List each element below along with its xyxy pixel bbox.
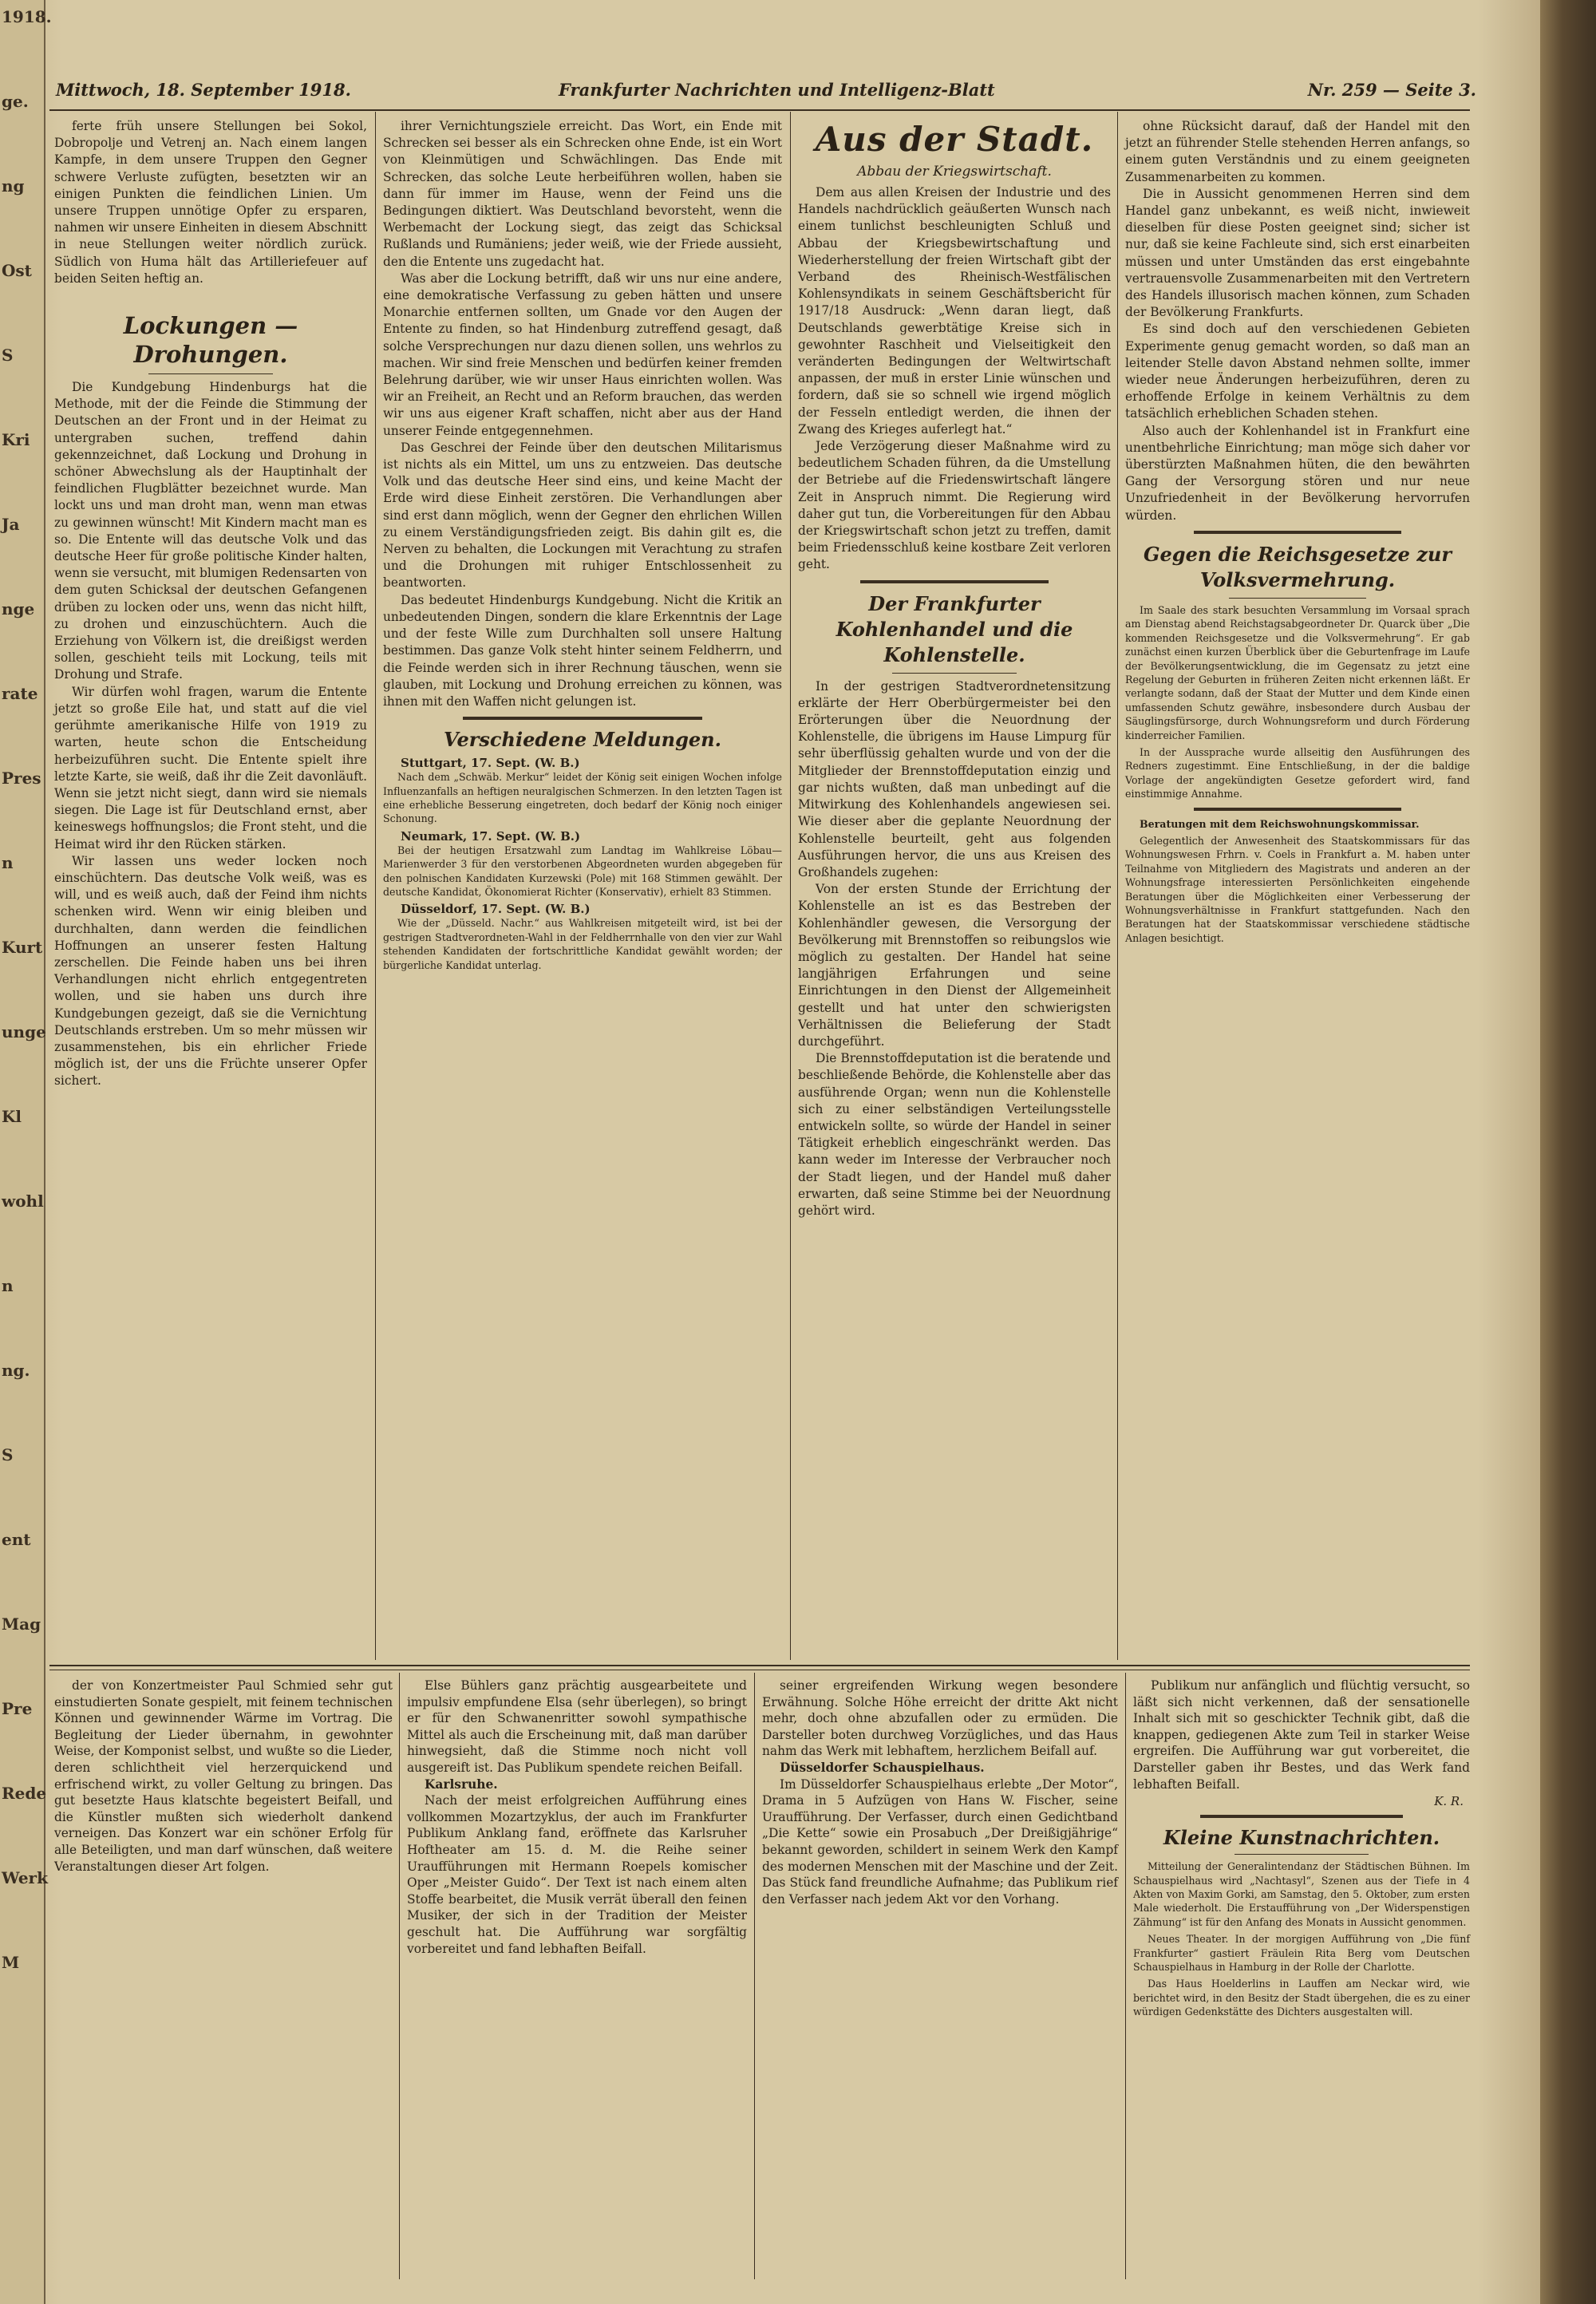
fragment-word: 1918.	[2, 7, 52, 26]
header-masthead: Frankfurter Nachrichten und Intelligenz-Blatt	[559, 80, 995, 100]
author-signature: K. R.	[1434, 1794, 1464, 1809]
column-rule	[1117, 112, 1118, 1660]
column-rule	[399, 1673, 400, 2279]
article-paragraph: Wir lassen uns weder locken noch einschüchtern. Das deutsche Volk weiß, was es will, und es weiß auch, daß der Feind ihm nichts schenken wird. Wenn wir einig bleiben und durchhalten, dann werden die feindlichen Hoffnungen an unserer festen Haltung zerschellen. Die Feinde haben uns bei ihren Verhandlungen nicht ehrlich entgegentreten wollen, und sie haben uns durch ihre Kundgebungen gezeigt, daß sie die Vernichtung Deutschlands erstreben. Um so mehr müssen wir zusammenstehen, bis ein ehrlicher Friede möglich ist, der uns die Früchte unserer Opfer sichert.	[54, 853, 367, 1089]
dateline: Stuttgart, 17. Sept. (W. B.)	[401, 756, 580, 771]
feuilleton-paragraph: Else Bühlers ganz prächtig ausgearbeitete und impulsiv empfundene Elsa (sehr überlegen), so bringt er für den Schwanenritter sowohl sympathische Mittel als auch die Erscheinung mit, daß man darüber hinwegsieht, daß die Stimme noch nicht voll ausgereift ist. Das Publikum spendete reichen Beifall.	[407, 1678, 747, 1775]
article-paragraph: Die in Aussicht genommenen Herren sind dem Handel ganz unbekannt, es weiß nicht, inwieweit dieselben für diese Posten geeignet sind; sicher ist nur, daß sie keine Fachleute sind, sich erst einarbeiten müssen und unter Umständen das erst eingebahnte vertrauensvolle Zusammenarbeiten mit den Vertretern des Handels illusorisch machen können, zum Schaden der Bevölkerung Frankfurts.	[1125, 186, 1470, 320]
article-paragraph: Das Geschrei der Feinde über den deutschen Militarismus ist nichts als ein Mittel, um uns zu entzweien. Das deutsche Volk und das deutsche Heer sind eins, und keine Macht der Erde wird diese Einheit zerstören. Die Verhandlungen aber sind erst dann möglich, wenn der Gegner den ehrlichen Willen zu einem Verständigungsfrieden zeigt. Bis dahin gilt es, die Nerven zu behalten, die Lockungen mit Verachtung zu strafen und die Drohungen mit ruhiger Entschlossenheit zu beantworten.	[383, 440, 782, 591]
fragment-word: Kurt	[2, 938, 43, 957]
article-paragraph: Das bedeutet Hindenburgs Kundgebung. Nicht die Kritik an unbedeutenden Dingen, sondern die klare Erkenntnis der Lage und der feste Wille zum Durchhalten soll unsere Haltung bestimmen. Das ganze Volk steht hinter seinem Feldherrn, und die Feinde werden sich in ihrer Rechnung täuschen, wenn sie glauben, mit Lockung und Drohung erreichen zu können, was ihnen mit den Waffen nicht gelungen ist.	[383, 592, 782, 709]
fragment-word: unge	[2, 1022, 46, 1041]
fragment-word: Kri	[2, 430, 30, 449]
feuilleton-paragraph: Im Düsseldorfer Schauspielhaus erlebte „Der Motor“, Drama in 5 Aufzügen von Hans W. Fischer, seine Uraufführung. Der Verfasser, durch einen Gedichtband „Die Kette“ sowie ein Prosabuch „Der Dreißigjährige“ bekannt geworden, schildert in seinem Werk den Kampf des modernen Menschen mit der Maschine und der Zeit. Das Stück fand freundliche Aufnahme; das Publikum rief den Verfasser nach jedem Akt vor den Vorhang.	[762, 1776, 1118, 1907]
fragment-word: rate	[2, 684, 38, 703]
article-paragraph: ihrer Vernichtungsziele erreicht. Das Wort, ein Ende mit Schrecken sei besser als ein Schrecken ohne Ende, ist ein Wort von Kleinmütigen und Schwächlingen. Das Ende mit Schrecken, das solche Leute herbeiführen wollen, haben sie dann für immer im Hause, wenn der Feind uns die Bedingungen diktiert. Was Deutschland bevorsteht, wenn die Werbemacht der Lockung siegt, das zeigt das Schicksal Rußlands und Rumäniens; jeder weiß, wie der Friede aussieht, den die Entente uns zugedacht hat.	[383, 119, 782, 269]
fragment-word: ng	[2, 176, 25, 196]
article-paragraph: Also auch der Kohlenhandel ist in Frankfurt eine unentbehrliche Einrichtung; man möge sich daher vor überstürzten Maßnahmen hüten, die den bewährten Gang der Versorgung stören und nur neue Unzufriedenheit in der Bevölkerung hervorrufen würden.	[1125, 423, 1470, 523]
article-paragraph: Im Saale des stark besuchten Versammlung im Vorsaal sprach am Dienstag abend Reichstagsabgeordneter Dr. Quarck über „Die kommenden Reichsgesetze und die Volksvermehrung“. Er gab zunächst einen kurzen Überblick über die Geburtenfrage im Laufe der Bevölkerungsentwicklung, die im Gegensatz zu jetzt eine Regelung der Geburten in früheren Zeiten nicht erkennen läßt. Er verlangte sodann, daß der Staat der Mutter und dem Kinde einen umfassenden Schutz gewähre, insbesondere durch Ausbau der Säuglingsfürsorge, durch Wohnungsreform und durch Förderung kinderreicher Familien.	[1125, 603, 1470, 741]
article-title-lockungen: Lockungen — Drohungen.	[123, 312, 298, 369]
section-divider	[860, 580, 1048, 583]
fragment-word: Mag	[2, 1614, 41, 1634]
fragment-word: Werk	[2, 1868, 48, 1887]
section-title-meldungen: Verschiedene Meldungen.	[444, 728, 721, 752]
fragment-word: Rede	[2, 1784, 47, 1803]
article-title-wohnungskommissar: Beratungen mit dem Reichswohnungskommissar.	[1140, 817, 1420, 830]
article-subtitle: Abbau der Kriegswirtschaft.	[857, 164, 1052, 180]
feuilleton-paragraph: seiner ergreifenden Wirkung wegen besondere Erwähnung. Solche Höhe erreicht der dritte Akt nicht mehr, doch ohne abzufallen oder zu ermüden. Die Darsteller boten durchweg Vorzügliches, und das Haus nahm das Werk mit lebhaftem, herzlichem Beifall auf.	[762, 1678, 1118, 1759]
fragment-word: Ost	[2, 261, 32, 280]
title-divider	[1235, 1854, 1369, 1855]
fragment-word: ent	[2, 1530, 31, 1549]
article-paragraph: In der gestrigen Stadtverordnetensitzung erklärte der Herr Oberbürgermeister bei den Erörterungen über die Neuordnung der Kohlenstelle, die übrigens im Hause Limpurg für sehr überflüssig gehalten wurde und von der die Mitglieder der Brennstoffdeputation einzig und gar nichts wußten, daß man unbedingt auf die Mitwirkung des Kohlenhandels angewiesen sei. Wie dieser aber die geplante Neuordnung der Kohlenstelle beurteilt, geht aus folgenden Ausführungen hervor, die uns aus Kreisen des Großhandels zugehen:	[798, 678, 1111, 879]
feuilleton-subhead: Düsseldorfer Schauspielhaus.	[780, 1760, 985, 1775]
lower-column-1	[54, 1678, 393, 2276]
article-paragraph: Wir dürfen wohl fragen, warum die Entente jetzt so große Eile hat, und statt auf die viel gerühmte amerikanische Hilfe von 1919 zu warten, heute schon die Entscheidung herbeizuführen sucht. Die Entente spielt ihre letzte Karte, sie weiß, daß ihr die Zeit davonläuft. Wenn sie jetzt nicht siegt, dann wird sie niemals siegen. Die Lage ist für Deutschland ernst, aber keineswegs hoffnungslos; die Front steht, und die Heimat wird ihr den Rücken stärken.	[54, 684, 367, 852]
fragment-word: nge	[2, 599, 35, 618]
news-item: Bei der heutigen Ersatzwahl zum Landtag im Wahlkreise Löbau—Marienwerder 3 für den verstorbenen Abgeordneten wurden abgegeben für den polnischen Kandidaten Kurzewski (Pole) mit 168 Stimmen gewählt. Der deutsche Kandidat, Ökonomierat Richter (Konservativ), erhielt 83 Stimmen.	[383, 844, 782, 898]
section-divider	[1194, 531, 1400, 534]
feuilleton-paragraph: der von Konzertmeister Paul Schmied sehr gut einstudierten Sonate gespielt, mit feinem technischen Können und gewinnender Wärme im Vortrag. Die Begleitung der Lieder übernahm, in gewohnter Weise, der Komponist selbst, und wußte so die Lieder, deren schlichtheit viel herzerquickend und erfrischend wirkt, zu voller Geltung zu bringen. Das gut besetzte Haus klatschte begeistert Beifall, und die Künstler mußten sich wiederholt dankend verneigen. Das Konzert war ein schöner Erfolg für alle Beteiligten, und man darf wünschen, daß weitere Veranstaltungen dieser Art folgen.	[54, 1678, 393, 1874]
feuilleton-subhead: Karlsruhe.	[425, 1776, 498, 1792]
column-3	[798, 118, 1111, 1658]
column-rule	[1125, 1673, 1126, 2279]
lower-column-4	[1133, 1678, 1470, 2276]
fragment-list	[0, 0, 52, 2037]
article-paragraph: Es sind doch auf den verschiedenen Gebieten Experimente genug gemacht worden, so daß man an leitender Stelle davon Abstand nehmen sollte, immer wieder neue Änderungen herbeizuführen, deren zu erhoffende Erfolge in keinem Verhältnis zu dem tatsächlich erheblichen Schaden stehen.	[1125, 322, 1470, 421]
header-date: Mittwoch, 18. September 1918.	[56, 80, 351, 100]
page-header	[56, 80, 1476, 104]
title-divider	[1229, 598, 1367, 599]
section-divider	[1200, 1815, 1402, 1818]
fragment-word: S	[2, 1445, 14, 1464]
header-page-number: Nr. 259 — Seite 3.	[1307, 80, 1476, 100]
fragment-word: Pre	[2, 1699, 33, 1718]
news-item: Das Haus Hoelderlins in Lauffen am Neckar wird, wie berichtet wird, in den Besitz der Stadt übergehen, die es zu einer würdigen Gedenkstätte des Dichters ausgestalten will.	[1133, 1978, 1470, 2018]
lower-column-3	[762, 1678, 1118, 2276]
fragment-word: M	[2, 1953, 20, 1972]
column-rule	[375, 112, 376, 1660]
adjacent-page-fragment	[0, 0, 52, 2304]
fragment-word: Kl	[2, 1107, 22, 1126]
article-continuation: ferte früh unsere Stellungen bei Sokol, Dobropolje und Vetrenj an. Nach einem langen Kampfe, in dem unsere Truppen den Gegner schwere Verluste zufügten, besetzten wir an einigen Punkten die feindlichen Linien. Um unsere Truppen unnötige Opfer zu ersparen, nahmen wir unsere Einheiten in diesem Abschnitt in neue Stellungen weiter nördlich zurück. Südlich von Huma hält das Artilleriefeuer auf beiden Seiten heftig an.	[54, 119, 367, 286]
article-paragraph: Die Kundgebung Hindenburgs hat die Methode, mit der die Feinde die Stimmung der Deutschen an der Front und in der Heimat zu untergraben suchen, treffend dahin gekennzeichnet, daß Lockung und Drohung in schöner Abwechslung als der Hauptinhalt der feindlichen Flugblätter bezeichnet wurde. Man lockt uns und man droht man, wenn man etwas zu gewinnen wünscht! Mit Kindern macht man es so. Die Entente will das deutsche Volk und das deutsche Heer für große politische Kinder halten, wenn sie versucht, mit blumigen Redensarten von dem guten Schicksal der deutschen Gefangenen drüben zu locken oder uns, wenn das nicht hilft, zu drohen und einzuschüchtern. Auch die Erziehung von Völkern ist, die dreißigst werden sollen, geschieht teils mit Lockung, teils mit Drohung und Strafe.	[54, 380, 367, 682]
news-item: Wie der „Düsseld. Nachr.“ aus Wahlkreisen mitgeteilt wird, ist bei der gestrigen Stadtverordneten-Wahl in der Feldherrnhalle von den vier zur Wahl stehenden Kandidaten der fortschrittliche Kandidat gewählt worden; der bürgerliche Kandidat unterlag.	[383, 917, 782, 971]
column-4	[1125, 118, 1470, 1658]
dateline: Düsseldorf, 17. Sept. (W. B.)	[401, 902, 591, 917]
fragment-word: n	[2, 1276, 14, 1295]
article-title-kohlenhandel: Der Frankfurter Kohlenhandel und die Kohlenstelle.	[836, 591, 1073, 666]
fragment-word: wohl	[2, 1192, 44, 1211]
column-rule	[754, 1673, 755, 2279]
book-binding	[1540, 0, 1596, 2304]
title-divider	[148, 373, 274, 374]
article-paragraph: Jede Verzögerung dieser Maßnahme wird zu bedeutlichem Schaden führen, da die Umstellung der Betriebe auf die Friedenswirtschaft längere Zeit in Anspruch nimmt. Die Regierung wird daher gut tun, die Vorbereitungen für den Abbau der Kriegswirtschaft schon jetzt zu treffen, damit beim Friedensschluß keine kostbare Zeit verloren geht.	[798, 439, 1111, 572]
column-rule	[790, 112, 791, 1660]
news-item: Neues Theater. In der morgigen Aufführung von „Die fünf Frankfurter“ gastiert Fräulein Rita Berg vom Deutschen Schauspielhaus in Hamburg in der Rolle der Charlotte.	[1133, 1933, 1470, 1973]
section-divider	[1194, 808, 1400, 811]
section-title-stadt: Aus der Stadt.	[815, 120, 1094, 159]
fragment-word: Ja	[2, 515, 20, 534]
header-rule	[49, 109, 1470, 111]
article-title-reichsgesetze: Gegen die Reichsgesetze zur Volksvermehrung.	[1144, 542, 1452, 591]
news-item: Nach dem „Schwäb. Merkur“ leidet der König seit einigen Wochen infolge Influenzanfalls an heftigen neuralgischen Schmerzen. In den letzten Tagen ist eine erhebliche Besserung eingetreten, doch bedarf der König noch einiger Schonung.	[383, 771, 782, 825]
article-paragraph: ohne Rücksicht darauf, daß der Handel mit den jetzt an führender Stelle stehenden Herren anfangs, so einem guten Verständnis und zu einem geeigneten Zusammenarbeiten zu kommen.	[1125, 119, 1470, 184]
lower-column-2	[407, 1678, 747, 2276]
fragment-word: ng.	[2, 1361, 30, 1380]
article-paragraph: Dem aus allen Kreisen der Industrie und des Handels nachdrücklich geäußerten Wunsch nach einem tunlichst beschleunigten Schluß und Abbau der Kriegsbewirtschaftung und Wiederherstellung der freien Wirtschaft gibt der Verband des Rheinisch-Westfälischen Kohlensyndikats in seinem Geschäftsbericht für 1917/18 Ausdruck: „Wenn daran liegt, daß Deutschlands gewerbtätige Kreise sich in gewohnter Raschheit und Vielseitigkeit den veränderten Bedingungen der Weltwirtschaft anpassen, der muß in erster Linie wünschen und fordern, daß sie so schnell wie irgend möglich der Fesseln entledigt werden, die ihnen der Zwang des Krieges auferlegt hat.“	[798, 185, 1111, 437]
feuilleton-paragraph: Publikum nur anfänglich und flüchtig versucht, so läßt sich nicht verkennen, daß der sensationelle Inhalt sich mit so geschickter Technik gibt, daß die knappen, gediegenen Akte zum Teil in starker Weise ergreifen. Die Aufführung war gut vorbereitet, die Darsteller gaben ihr Bestes, und das Werk fand lebhaften Beifall.	[1133, 1678, 1470, 1792]
fragment-word: Pres	[2, 769, 41, 788]
dateline: Neumark, 17. Sept. (W. B.)	[401, 828, 581, 844]
article-paragraph: Die Brennstoffdeputation ist die beratende und beschließende Behörde, die Kohlenstelle aber das ausführende Organ; wenn nun die Kohlenstelle sich zu einer selbständigen Verteilungsstelle entwickeln sollte, so würde der Handel in seiner Tätigkeit erheblich eingeschränkt werden. Das kann weder im Interesse der Verbraucher noch der Stadt liegen, und der Handel muß daher erwarten, daß seine Stimme bei der Neuordnung gehört wird.	[798, 1051, 1111, 1218]
fragment-word: n	[2, 853, 14, 872]
feuilleton-paragraph: Nach der meist erfolgreichen Aufführung eines vollkommen Mozartzyklus, der auch im Frankfurter Publikum Anklang fand, eröffnete das Karlsruher Hoftheater am 15. d. M. die Reihe seiner Uraufführungen mit Hermann Roepels komischer Oper „Meister Guido“. Der Text ist nach einem alten Stoffe bearbeitet, die Musik verrät überall den feinen Musiker, der sich in der Tradition der Meister geschult hat. Die Aufführung war sorgfältig vorbereitet und fand lebhaften Beifall.	[407, 1793, 747, 1956]
title-divider	[892, 673, 1017, 674]
article-paragraph: Gelegentlich der Anwesenheit des Staatskommissars für das Wohnungswesen Frhrn. v. Coels in Frankfurt a. M. haben unter Teilnahme von Mitgliedern des Magistrats und anderen an der Wohnungsfrage interessierten Persönlichkeiten eingehende Beratungen über die Möglichkeiten einer Verbesserung der Wohnungsverhältnisse in Frankfurt stattgefunden. Nach den Beratungen hat der Staatskommissar verschiedene städtische Anlagen besichtigt.	[1125, 834, 1470, 944]
fragment-word: ge.	[2, 92, 29, 111]
section-title-kunstnachrichten: Kleine Kunstnachrichten.	[1163, 1826, 1440, 1850]
column-1	[54, 118, 367, 1658]
section-divider	[463, 717, 702, 720]
column-2	[383, 118, 782, 1658]
section-rule	[49, 1665, 1470, 1666]
article-paragraph: Was aber die Lockung betrifft, daß wir uns nur eine andere, eine demokratische Verfassung zu geben hätten und unsere Monarchie entfernen sollten, um Gnade vor den Augen der Entente zu finden, so hat Hindenburg zutreffend gesagt, daß solche Versprechungen nur dazu dienen sollen, uns wehrlos zu machen. Wir sind freie Menschen und bedürfen keiner fremden Belehrung darüber, wie wir unser Haus einrichten wollen. Was wir an Freiheit, an Recht und an Reform brauchen, das werden wir uns aus eigener Kraft schaffen, nicht aber aus der Hand unserer Feinde entgegennehmen.	[383, 271, 782, 438]
fragment-word: S	[2, 346, 14, 365]
article-paragraph: In der Aussprache wurde allseitig den Ausführungen des Redners zugestimmt. Eine Entschließung, in der die baldige Vorlage der angekündigten Gesetze gefordert wird, fand einstimmige Annahme.	[1125, 745, 1470, 800]
news-item: Mitteilung der Generalintendanz der Städtischen Bühnen. Im Schauspielhaus wird „Nachtasyl“, Szenen aus der Tiefe in 4 Akten von Maxim Gorki, am Samstag, den 5. Oktober, zum ersten Male wiederholt. Die Erstaufführung von „Der Widerspenstigen Zähmung“ ist für den Anfang des Monats in Aussicht genommen.	[1133, 1860, 1470, 1928]
article-paragraph: Von der ersten Stunde der Errichtung der Kohlenstelle an ist es das Bestreben der Kohlenhändler gewesen, die Versorgung der Bevölkerung mit Brennstoffen so reibungslos wie möglich zu gestalten. Der Handel hat seine langjährigen Erfahrungen und seine Einrichtungen in den Dienst der Allgemeinheit gestellt und hat unter den schwierigsten Verhältnissen die Belieferung der Stadt durchgeführt.	[798, 882, 1111, 1049]
